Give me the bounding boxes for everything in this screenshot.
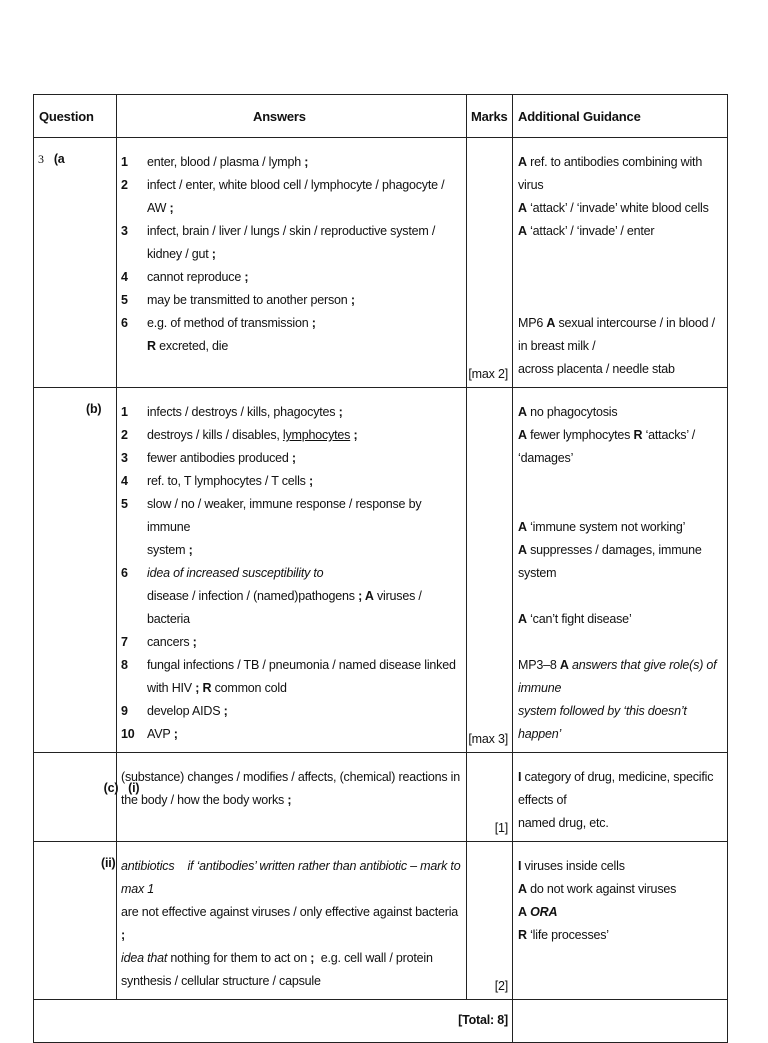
question-cell-b xyxy=(34,388,117,753)
question-cell-c-i xyxy=(34,753,140,842)
question-cell-c-ii xyxy=(34,842,117,1000)
marks-cell-b xyxy=(467,388,513,753)
answer-text: e.g. of method of transmission ; xyxy=(147,316,316,330)
marks-cell-c-ii xyxy=(467,842,513,1000)
row-part-b xyxy=(34,388,728,753)
marks-cell-c-i xyxy=(467,753,513,842)
total-guidance-cell xyxy=(513,1000,728,1043)
answer-num: 6 xyxy=(121,316,128,330)
answer-num: 1 xyxy=(121,155,128,169)
answers-cell-a xyxy=(117,138,467,388)
answer-text: infect / enter, white blood cell / lymphocyte / phagocyte / xyxy=(147,178,445,192)
answer-continuation: kidney / gut ; xyxy=(147,247,216,261)
answer-text: infect, brain / liver / lungs / skin / reproductive system / xyxy=(147,224,436,238)
answer-num: 4 xyxy=(121,270,128,284)
answer-text: cannot reproduce ; xyxy=(147,270,249,284)
guidance-cell-c-ii: I viruses inside cells A do not work against viruses A ORA R ‘life processes’ xyxy=(513,842,728,1000)
guidance-cell-c-i: I category of drug, medicine, specific effects of named drug, etc. xyxy=(513,753,728,842)
part-c-ii-label: (ii) xyxy=(101,856,116,870)
marks-value: [max 3] xyxy=(468,732,508,746)
guidance-cell-a: A ref. to antibodies combining with virus A ‘attack’ / ‘invade’ white blood cells A ‘attack’ / ‘invade’ / enter MP6 A sexual intercourse / in blood / in breast milk / across placenta / needle stab xyxy=(513,138,728,388)
marks-value: [1] xyxy=(494,821,508,835)
marks-cell-a xyxy=(467,138,513,388)
header-answers: Answers xyxy=(117,95,467,138)
answer-text: enter, blood / plasma / lymph ; xyxy=(147,155,309,169)
marks-value: [2] xyxy=(494,979,508,993)
part-a-label: (a xyxy=(53,152,65,166)
question-cell-a xyxy=(34,138,117,388)
part-b-label: (b) xyxy=(86,402,102,416)
reject-note: R excreted, die xyxy=(147,339,229,353)
row-part-c-i xyxy=(34,753,728,842)
answer-text: may be transmitted to another person ; xyxy=(147,293,355,307)
answers-cell-b: 1 infects / destroys / kills, phagocytes ; 2 destroys / kills / disables, lymphocytes ; 3 fewer antibodies produced ; 4 ref. to, T lymphocytes / T cells ; 5 slow / no / weaker, immune response / response by immune system ; 6 idea of increased susceptibility to disease / infection / (named)pathogens ; A viruses / bacteria 7 cancers ; 8 fungal infections / TB / pneumonia / named disease linked with HIV ; R common cold 9 develop AIDS ; 10 AVP ; xyxy=(117,388,467,753)
header-guidance: Additional Guidance xyxy=(513,95,728,138)
mark-scheme-table xyxy=(33,94,728,1043)
total-marks: [Total: 8] xyxy=(458,1013,508,1027)
header-marks: Marks xyxy=(467,95,513,138)
guidance-cell-b: A no phagocytosis A fewer lymphocytes R ‘attacks’ / ‘damages’ A ‘immune system not working’ A suppresses / damages, immune system A ‘can’t fight disease’ MP3–8 A answers that give role(s) of immune system followed by ‘this doesn’t happen’ xyxy=(513,388,728,753)
answer-continuation: AW ; xyxy=(147,201,174,215)
question-number: 3 xyxy=(38,152,44,166)
row-total xyxy=(34,1000,728,1043)
header-question: Question xyxy=(34,95,117,138)
header-row xyxy=(34,95,728,138)
answers-cell-c-ii: antibiotics if ‘antibodies’ written rather than antibiotic – mark to max 1 are not effective against viruses / only effective against bacteria ; idea that nothing for them to act on ; e.g. cell wall / protein synthesis / cellular structure / capsule xyxy=(117,842,467,1000)
marks-value: [max 2] xyxy=(468,367,508,381)
answers-cell-c-i: (substance) changes / modifies / affects, (chemical) reactions in the body / how the body works ; xyxy=(117,753,467,842)
part-c-i-label: (c) (i) xyxy=(103,781,140,795)
row-part-a xyxy=(34,138,728,388)
row-part-c-ii xyxy=(34,842,728,1000)
answer-num: 2 xyxy=(121,178,128,192)
answer-num: 5 xyxy=(121,293,128,307)
total-cell xyxy=(34,1000,513,1043)
answer-num: 3 xyxy=(121,224,128,238)
